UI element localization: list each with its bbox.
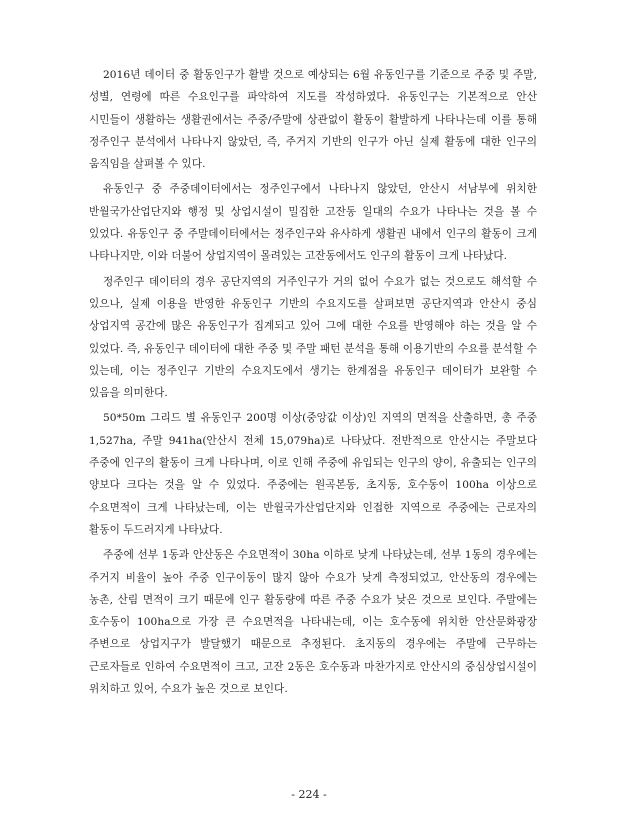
page-number: - 224 - (291, 788, 327, 801)
paragraph-3: 정주인구 데이터의 경우 공단지역의 거주인구가 거의 없어 수요가 없는 것으로도 해석할 수 있으나, 실제 이용을 반영한 유동인구 기반의 수요지도를 살펴보면 공단지역과 안산시 중심 상업지역 공간에 많은 유동인구가 집계되고 있어 그에 대한 수요를 반영해야 하는 것을 알 수 있었다. 즉, 유동인구 데이터에 대한 주중 및 주말 패턴 분석을 통해 이용기반의 수요를 분석할 수 있는데, 이는 정주인구 기반의 수요지도에서 생기는 한계점을 유동인구 데이터가 보완할 수 있음을 의미한다. (89, 275, 537, 400)
paragraph-4: 50*50m 그리드 별 유동인구 200명 이상(중앙값 이상)인 지역의 면적을 산출하면, 총 주중 1,527ha, 주말 941ha(안산시 전체 15,079ha)로 나타났다. 전반적으로 안산시는 주말보다 주중에 인구의 활동이 크게 나타나며, 이로 인해 주중에 유입되는 인구의 양이, 유출되는 인구의 양보다 크다는 것을 알 수 있었다. 주중에는 원곡본동, 초지동, 호수동이 100ha 이상으로 수요면적이 크게 나타났는데, 이는 반월국가산업단지와 인접한 지역으로 주중에는 근로자의 활동이 두드러지게 나타났다. (89, 412, 537, 536)
document-body (89, 64, 537, 703)
paragraph-5: 주중에 선부 1동과 안산동은 수요면적이 30ha 이하로 낮게 나타났는데, 선부 1동의 경우에는 주거지 비율이 높아 주중 인구이동이 많지 않아 수요가 낮게 측정되었고, 안산동의 경우에는 농촌, 산림 면적이 크기 때문에 인구 활동량에 따른 주중 수요가 낮은 것으로 보인다. 주말에는 호수동이 100ha으로 가장 큰 수요면적을 나타내는데, 이는 호수동에 위치한 안산문화광장 주변으로 상업지구가 발달했기 때문으로 추정된다. 초지동의 경우에는 주말에 근무하는 근로자들로 인하여 수요면적이 크고, 고잔 2동은 호수동과 마찬가지로 안산시의 중심상업시설이 위치하고 있어, 수요가 높은 것으로 보인다. (89, 549, 537, 696)
paragraph-2: 유동인구 중 주중데이터에서는 정주인구에서 나타나지 않았던, 안산시 서남부에 위치한 반월국가산업단지와 행정 및 상업시설이 밀집한 고잔동 일대의 수요가 나타나는 것을 볼 수 있었다. 유동인구 중 주말데이터에서는 정주인구와 유사하게 생활권 내에서 인구의 활동이 크게 나타나지만, 이와 더불어 상업지역이 몰려있는 고잔동에서도 인구의 활동이 크게 나타났다. (89, 183, 537, 263)
paragraph-1: 2016년 데이터 중 활동인구가 활발 것으로 예상되는 6월 유동인구를 기준으로 주중 및 주말, 성별, 연령에 따른 수요인구를 파악하여 지도를 작성하였다. 유동인구는 기본적으로 안산 시민들이 생활하는 생활권에서는 주중/주말에 상관없이 활동이 활발하게 나타나는데 이를 통해 정주인구 분석에서 나타나지 않았던, 즉, 주거지 기반의 인구가 아닌 실제 활동에 대한 인구의 움직임을 살펴볼 수 있다. (89, 69, 537, 171)
